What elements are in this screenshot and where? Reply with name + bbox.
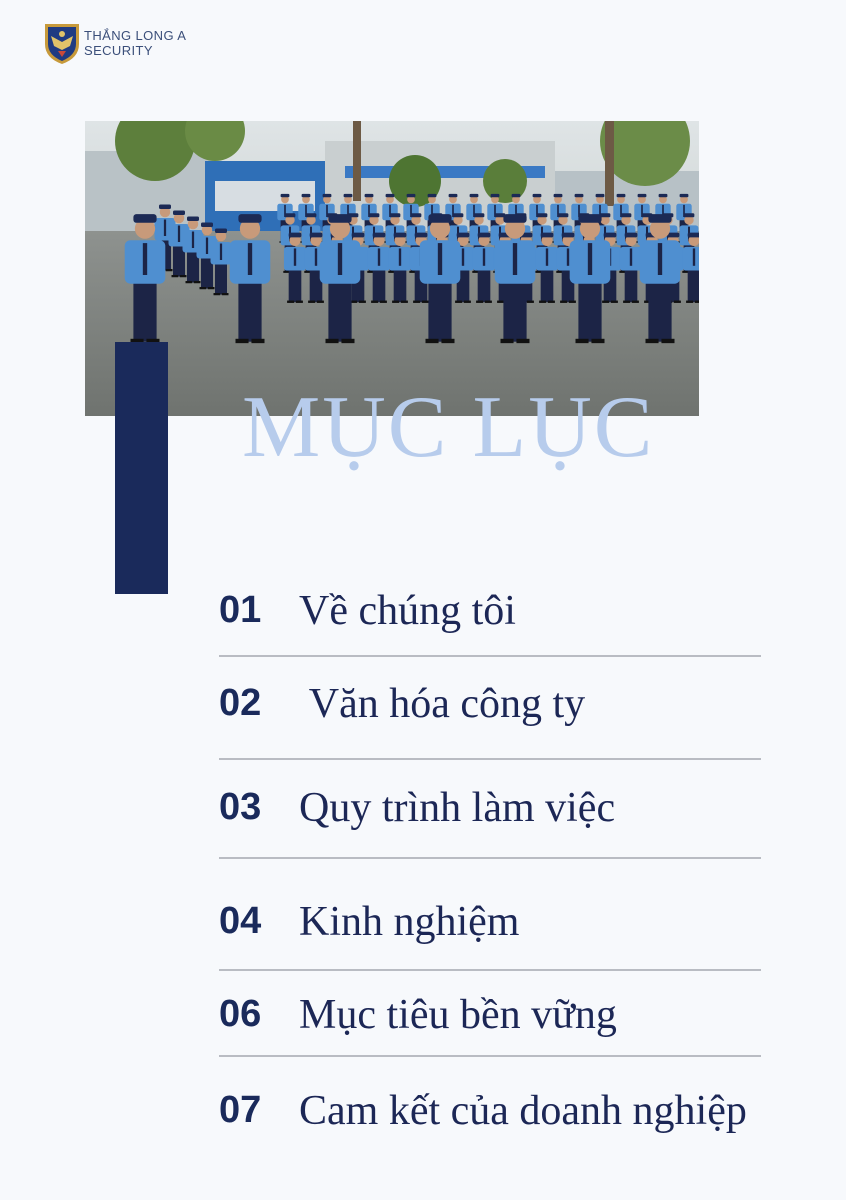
toc-label: Mục tiêu bền vững — [299, 992, 617, 1038]
shield-eagle-icon — [43, 20, 81, 66]
guards-photo — [85, 121, 699, 416]
toc-label: Về chúng tôi — [299, 588, 516, 634]
company-logo — [43, 20, 81, 66]
divider — [219, 969, 761, 971]
toc-item-03[interactable] — [219, 785, 819, 845]
divider — [219, 857, 761, 859]
toc-label: Văn hóa công ty — [299, 681, 586, 727]
toc-label: Kinh nghiệm — [299, 899, 520, 945]
divider — [219, 655, 761, 657]
toc-number: 06 — [219, 993, 262, 1035]
toc-number: 02 — [219, 682, 262, 724]
toc-label: Cam kết của doanh nghiệp — [299, 1088, 747, 1134]
toc-number: 03 — [219, 786, 262, 828]
toc-label: Quy trình làm việc — [299, 785, 616, 831]
toc-number: 04 — [219, 900, 262, 942]
page-title: MỤC LỤC — [242, 379, 655, 476]
divider — [219, 1055, 761, 1057]
toc-item-04[interactable] — [219, 899, 819, 959]
toc-item-06[interactable] — [219, 992, 819, 1052]
accent-bar — [115, 342, 168, 594]
toc-item-02[interactable] — [219, 681, 819, 741]
toc-item-01[interactable] — [219, 588, 819, 648]
toc-item-07[interactable] — [219, 1088, 819, 1148]
toc-number: 07 — [219, 1089, 262, 1131]
brand-line-1: THẮNG LONG A — [84, 28, 187, 43]
toc-number: 01 — [219, 589, 262, 631]
brand-name — [84, 28, 186, 58]
divider — [219, 758, 761, 760]
brand-line-2: SECURITY — [84, 43, 153, 58]
